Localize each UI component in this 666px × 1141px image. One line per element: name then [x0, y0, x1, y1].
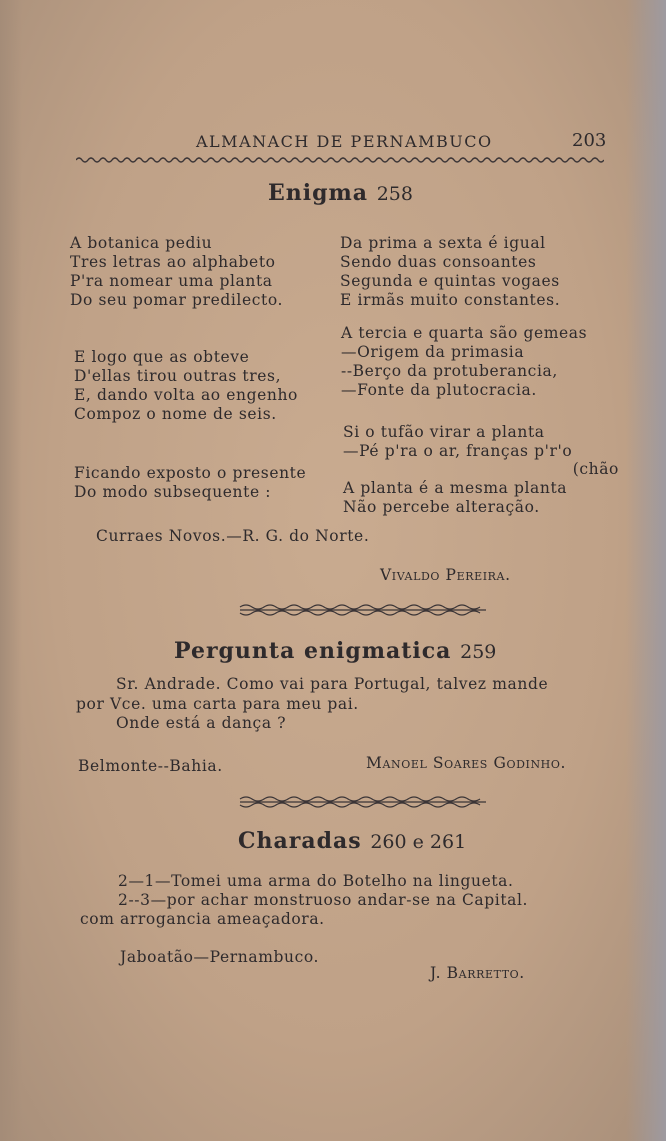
pergunta-place: Belmonte--Bahia.: [78, 757, 223, 775]
verse-line: Segunda e quintas vogaes: [340, 272, 560, 290]
verse-line: --Berço da protuberancia,: [341, 362, 558, 380]
verse-line: A botanica pediu: [70, 234, 213, 252]
enigma-right-stanza-3: [343, 423, 619, 517]
charadas-author: J. Barretto.: [430, 964, 525, 982]
enigma-left-stanza-3: [74, 464, 306, 502]
enigma-title: Enigma: [268, 180, 369, 206]
page-number: 203: [572, 130, 607, 151]
verse-line: Ficando exposto o presente: [74, 464, 307, 482]
pergunta-author: Manoel Soares Godinho.: [366, 754, 567, 772]
ornament-divider: [238, 796, 488, 808]
verse-line: E, dando volta ao engenho: [74, 386, 298, 404]
verse-line: Si o tufão virar a planta: [343, 423, 545, 441]
pergunta-title: Pergunta enigmatica: [174, 638, 452, 664]
enigma-left-stanza-2: [74, 348, 298, 424]
pergunta-number: 259: [460, 641, 497, 663]
verse-line: Da prima a sexta é igual: [340, 234, 546, 252]
pergunta-line-3: Onde está a dança ?: [116, 714, 287, 732]
pergunta-heading: [174, 638, 496, 664]
verse-line: E irmãs muito constantes.: [340, 291, 561, 309]
enigma-left-stanza-1: [70, 234, 283, 310]
verse-line: Compoz o nome de seis.: [74, 405, 277, 423]
charadas-line-3: com arrogancia ameaçadora.: [80, 910, 325, 928]
charadas-title: Charadas: [238, 828, 362, 854]
verse-line: D'ellas tirou outras tres,: [74, 367, 282, 385]
charadas-number: 260 e 261: [370, 831, 467, 853]
verse-line: —Pé p'ra o ar, franças p'r'o: [343, 442, 573, 460]
charadas-place: Jaboatão—Pernambuco.: [120, 948, 320, 966]
enigma-place: Curraes Novos.—R. G. do Norte.: [96, 527, 370, 545]
charadas-line-1: 2—1—Tomei uma arma do Botelho na lingueta.: [118, 872, 514, 890]
running-title: ALMANACH DE PERNAMBUCO: [196, 132, 493, 151]
verse-line: Do seu pomar predilecto.: [70, 291, 284, 309]
verse-line-continuation: (chão: [572, 460, 619, 478]
pergunta-line-1: Sr. Andrade. Como vai para Portugal, talvez mande: [116, 675, 549, 693]
charadas-line-2: 2--3—por achar monstruoso andar-se na Capital.: [118, 891, 529, 909]
verse-line: Tres letras ao alphabeto: [70, 253, 276, 271]
enigma-right-stanza-2: [341, 324, 587, 400]
verse-line: A planta é a mesma planta: [343, 479, 568, 497]
verse-line: —Fonte da plutocracia.: [341, 381, 537, 399]
charadas-heading: [238, 828, 466, 854]
verse-line: Sendo duas consoantes: [340, 253, 537, 271]
pergunta-line-2: por Vce. uma carta para meu pai.: [76, 695, 359, 713]
verse-line: Do modo subsequente :: [74, 483, 272, 501]
wavy-rule: [76, 156, 604, 164]
enigma-author: Vivaldo Pereira.: [380, 566, 511, 584]
verse-line: A tercia e quarta são gemeas: [341, 324, 588, 342]
ornament-divider: [238, 604, 488, 616]
verse-line: Não percebe alteração.: [343, 498, 540, 516]
verse-line: E logo que as obteve: [74, 348, 250, 366]
enigma-right-stanza-1: [340, 234, 560, 310]
enigma-number: 258: [376, 183, 413, 205]
enigma-heading: [268, 180, 413, 206]
verse-line: P'ra nomear uma planta: [70, 272, 273, 290]
verse-line: —Origem da primasia: [341, 343, 525, 361]
